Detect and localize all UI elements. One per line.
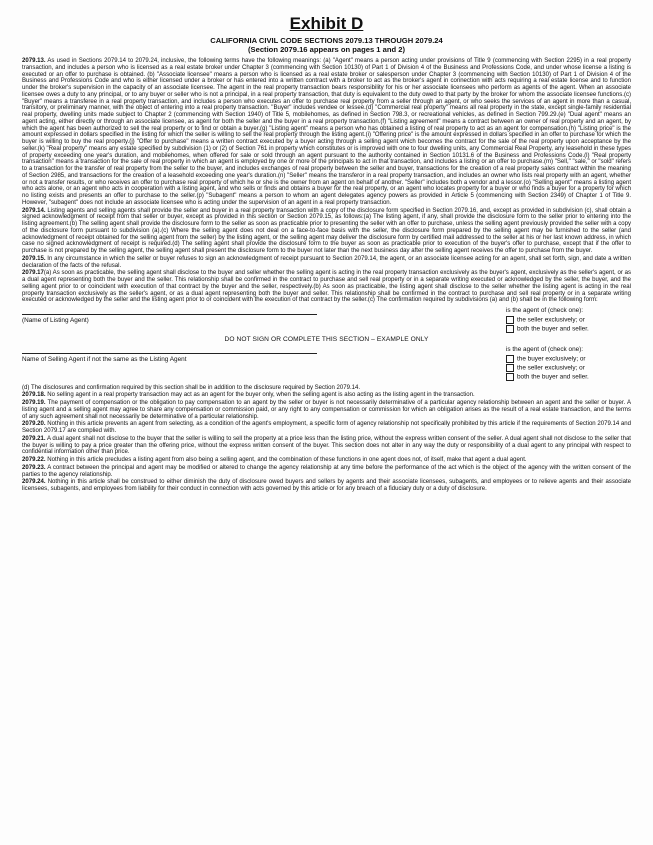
option-label: the buyer exclusively; or (517, 355, 586, 363)
section-number: 2079.23. (22, 464, 46, 471)
section-text: Listing agents and selling agents shall provide the seller and buyer in a real property transaction with a copy of the disclosure form specified in Section 2079.16, and, except as provided in subdivision (c), shall obtain a signed acknowledgment of receipt from that seller or buyer, except as provided in this section or Section 2079.15, as follows:(a) The listing agent, if any, shall provide the disclosure form to the seller prior to entering into the listing agreement.(b) The selling agent shall provide the disclosure form to the seller as soon as practicable prior to presenting the seller with an offer to purchase, unless the selling agent previously provided the seller with a copy of the disclosure form pursuant to subdivision (a).(c) Where the selling agent does not deal on a face-to-face basis with the seller, the disclosure form prepared by the selling agent may be furnished to the seller (and acknowledgment of receipt obtained for the selling agent from the seller) by the listing agent, or the selling agent may deliver the disclosure form by certified mail addressed to the seller at his or her last known address, in which case no signed acknowledgment of receipt is required.(d) The selling agent shall provide the disclosure form to the buyer as soon as practicable prior to execution of the buyer's offer to purchase, except that if the offer to purchase is not prepared by the selling agent, the selling agent shall present the disclosure form to the buyer not later than the next business day after the selling agent receives the offer to purchase from the buyer. (22, 207, 631, 254)
checkbox-icon[interactable] (506, 373, 514, 381)
section-number: 2079.19. (22, 400, 46, 407)
option-label: the seller exclusively; or (517, 316, 585, 324)
section-2079-23 (22, 465, 631, 479)
listing-option-seller[interactable] (506, 316, 631, 325)
section-text: Nothing in this article precludes a listing agent from also being a selling agent, and the combination of these functions in one agent does not, of itself, make that agent a dual agent. (47, 457, 527, 464)
section-number: 2079.13. (22, 58, 46, 64)
selling-agent-checks (506, 346, 631, 382)
listing-agent-checks (506, 307, 631, 334)
section-number: 2079.14. (22, 207, 46, 214)
listing-agent-line[interactable] (22, 307, 317, 315)
section-number: 2079.22. (22, 457, 46, 464)
checkbox-icon[interactable] (506, 355, 514, 363)
section-number: 2079.17 (22, 270, 44, 277)
section-2079-14 (22, 208, 631, 255)
document-subtitle-note: (Section 2079.16 appears on pages 1 and 2) (248, 45, 405, 54)
listing-option-both[interactable] (506, 325, 631, 334)
listing-checks-title: is the agent of (check one): (506, 307, 584, 314)
section-text: The payment of compensation or the obligation to pay compensation to an agent by the seller or buyer is not necessarily determinative of a particular agency relationship between an agent and the seller or buyer. A listing agent and a selling agent may agree to share any compensation or commission paid, or any right to any compensation or commission for which an obligation arises as the result of a real estate transaction, and the terms of any such agreement shall not necessarily be determinative of a particular relationship. (22, 400, 632, 420)
checkbox-icon[interactable] (506, 325, 514, 333)
section-2079-17d: (d) The disclosures and confirmation required by this section shall be in addition to the disclosure required by Section 2079.14. (22, 384, 361, 391)
section-text: Nothing in this article shall be construed to either diminish the duty of disclosure owed buyers and sellers by agents and their associate licensees, subagents, and employees or to relieve agents and their associate licensees, subagents, and employees from liability for their conduct in connection with acts governed by this article or for any breach of a fiduciary duty or a duty of disclosure. (22, 479, 631, 493)
section-2079-19 (22, 400, 631, 420)
section-number: 2079.20. (22, 421, 46, 428)
selling-option-buyer[interactable] (506, 355, 631, 364)
exhibit-title: Exhibit D (289, 14, 364, 33)
listing-agent-form-row (22, 307, 631, 334)
selling-agent-field (22, 346, 352, 382)
selling-option-seller[interactable] (506, 364, 631, 373)
section-number: 2079.18. (22, 392, 46, 399)
section-number: 2079.24. (22, 479, 46, 486)
section-text: No selling agent in a real property transaction may act as an agent for the buyer only, when the selling agent is also acting as the listing agent in the transaction. (47, 392, 475, 399)
section-number: 2079.21. (22, 435, 46, 442)
section-text: Nothing in this article prevents an agent from selecting, as a condition of the agent's employment, a specific form of agency relationship not specifically prohibited by this article if the requirements of Section 2079.14 and Section 2079.17 are complied with. (22, 421, 631, 435)
section-number: 2079.15. (22, 255, 46, 262)
section-2079-20 (22, 421, 631, 435)
option-label: the seller exclusively; or (517, 364, 585, 372)
section-text: A dual agent shall not disclose to the buyer that the seller is willing to sell the property at a price less than the listing price, without the express written consent of the seller. A dual agent shall not disclose to the seller that the buyer is willing to pay a price greater than the offering price, without the express written consent of the buyer. This section does not alter in any way the duty or responsibility of a dual agent to any principal with respect to confidential information other than price. (22, 435, 631, 456)
document-subtitle: CALIFORNIA CIVIL CODE SECTIONS 2079.13 THROUGH 2079.24 (210, 36, 443, 45)
selling-agent-form-row (22, 346, 631, 382)
selling-agent-label: Name of Selling Agent if not the same as the Listing Agent (22, 356, 187, 364)
section-2079-22 (22, 457, 631, 464)
section-2079-24 (22, 479, 631, 493)
section-text: (a) As soon as practicable, the selling agent shall disclose to the buyer and seller whether the selling agent is acting in the real property transaction exclusively as the buyer's agent, exclusively as the seller's agent, or as a dual agent representing both the buyer and the seller. This relationship shall be confirmed in the contract to purchase and sell real property or in a separate writing executed or acknowledged by the seller, the buyer, and the selling agent prior to or coincident with execution of that contract by the buyer and the seller, respectively.(b) As soon as practicable, the listing agent shall disclose to the seller whether the listing agent is acting in the real property transaction exclusively as the seller's agent, or as a dual agent representing both the buyer and seller. This relationship shall be confirmed in the contract to purchase and sell real property or in a separate writing executed or acknowledged by the seller and the listing agent prior to or coincident with the execution of that contract by the seller.(c) The confirmation required by subdivisions (a) and (b) shall be in the following form: (22, 270, 631, 304)
section-text: In any circumstance in which the seller or buyer refuses to sign an acknowledgment of receipt pursuant to Section 2079.14, the agent, or an associate licensee acting for an agent, shall set forth, sign, and date a written declaration of the facts of the refusal. (22, 255, 631, 269)
section-text: A contract between the principal and agent may be modified or altered to change the agency relationship at any time before the performance of the act which is the object of the agency with the written consent of the parties to the agency relationship. (22, 464, 631, 478)
section-2079-13 (22, 58, 631, 207)
selling-agent-line[interactable] (22, 346, 317, 354)
section-2079-21 (22, 436, 631, 456)
checkbox-icon[interactable] (506, 316, 514, 324)
listing-agent-label: (Name of Listing Agent) (22, 317, 89, 324)
section-2079-18 (22, 392, 631, 399)
checkbox-icon[interactable] (506, 364, 514, 372)
section-2079-15 (22, 256, 631, 270)
selling-checks-title: is the agent of (check one): (506, 346, 584, 354)
option-label: both the buyer and seller. (517, 374, 589, 381)
section-text: As used in Sections 2079.14 to 2079.24, inclusive, the following terms have the following meanings: (a) "Agent" means a person acting under provisions of Title 9 (commencing with Section 2295) in a real property transaction, and includes a person who is licensed as a real estate broker under Chapter 3 (commencing with Section 10130) of Part 1 of Division 4 of the Business and Professions Code, and under whose license a listing is executed or an offer to purchase is obtained. (b) "Associate licensee" means a person who is licensed as a real estate broker or salesperson under Chapter 3 (commencing with Section 10130) of Part 1 of Division 4 of the Business and Professions Code and who is either licensed under a broker or has entered into a written contract with a broker to act as the broker's agent in connection with acts requiring a real estate license and to function under the broker's supervision in the capacity of an associate licensee. The agent in the real property transaction bears responsibility for his or her associate licensees who perform as agents of the agent. When an associate licensee owes a duty to any principal, or to any buyer or seller who is not a principal, in a real property transaction, that duty is equivalent to the duty owed to that party by the broker for whom the associate licensee functions.(c) "Buyer" means a transferee in a real property transaction, and includes a person who executes an offer to purchase real property from a seller through an agent, or who seeks the services of an agent in more than a casual, transitory, or preliminary manner, with the object of entering into a real property transaction. "Buyer" includes vendee or lessee.(d) "Commercial real property" means all real property in the state, except single-family residential real property, dwelling units made subject to Chapter 2 (commencing with Section 1940) of Title 5, mobilehomes, as defined in Section 798.3, or recreational vehicles, as defined in Section 799.29.(e) "Dual agent" means an agent acting, either directly or through an associate licensee, as agent for both the seller and the buyer in a real property transaction.(f) "Listing agreement" means a contract between an owner of real property and an agent, by which the agent has been authorized to sell the real property or to find or obtain a buyer.(g) "Listing agent" means a person who has obtained a listing of real property to act as an agent for compensation.(h) "Listing price" is the amount expressed in dollars specified in the listing for which the seller is willing to sell the real property through the listing agent.(i) "Offering price" is the amount expressed in dollars specified in an offer to purchase for which the buyer is willing to buy the real property.(j) "Offer to purchase" means a written contract executed by a buyer acting through a selling agent which becomes the contract for the sale of the real property upon acceptance by the seller.(k) "Real property" means any estate specified by subdivision (1) or (2) of Section 761 in property which constitutes or is improved with one to four dwelling units, any Commercial Real Property, any leasehold in these types of property exceeding one year's duration, and mobilehomes, when offered for sale or sold through an agent pursuant to the authority contained in Section 10131.6 of the Business and Professions Code.(l) "Real property transaction" means a transaction for the sale of real property in which an agent is employed by one or more of the principals to act in that transaction, and includes a listing or an offer to purchase.(m) "Sell," "sale," or "sold" refers to a transaction for the transfer of real property from the seller to the buyer, and includes exchanges of real property between the seller and buyer, transactions for the creation of a real property sales contract within the meaning of Section 2985, and transactions for the creation of a leasehold exceeding one year's duration.(n) "Seller" means the transferor in a real property transaction, and includes an owner who lists real property with an agent, whether or not a transfer results, or who receives an offer to purchase real property of which he or she is the owner from an agent on behalf of another. "Seller" includes both a vendor and a lessor.(o) "Selling agent" means a listing agent who acts alone, or an agent who acts in cooperation with a listing agent, and who sells or finds and obtains a buyer for the real property, or an agent who locates property for a buyer or who finds a buyer for a property for which no listing exists and presents an offer to purchase to the seller.(p) "Subagent" means a person to whom an agent delegates agency powers as provided in Article 5 (commencing with Section 2349) of Chapter 1 of Title 9. However, "subagent" does not include an associate licensee who is acting under the supervision of an agent in a real property transaction. (22, 58, 631, 206)
section-2079-17 (22, 270, 631, 304)
listing-agent-field (22, 307, 352, 334)
example-only-notice: DO NOT SIGN OR COMPLETE THIS SECTION – EXAMPLE ONLY (224, 336, 429, 344)
option-label: both the buyer and seller. (517, 325, 589, 333)
selling-option-both[interactable] (506, 373, 631, 382)
